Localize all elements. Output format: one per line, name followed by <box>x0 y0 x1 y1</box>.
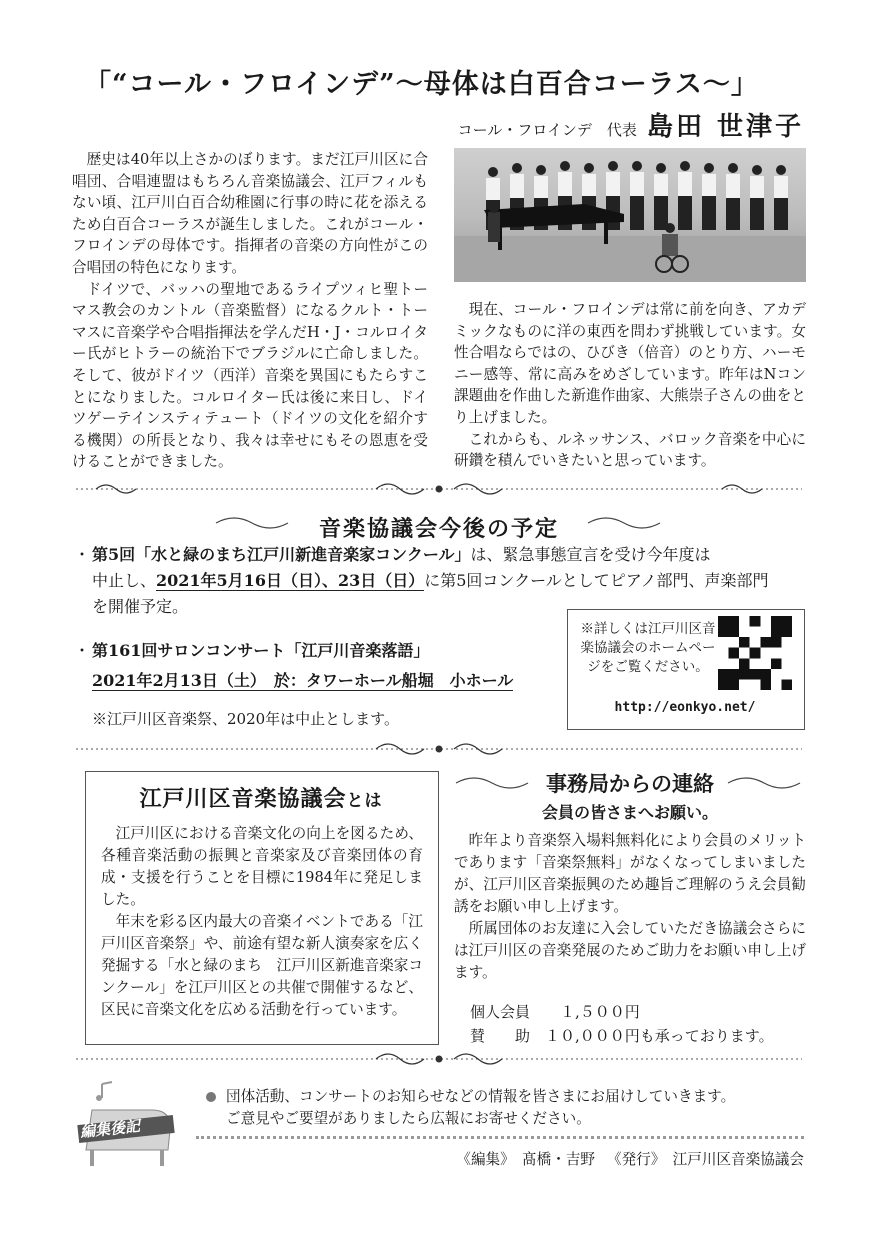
colophon <box>444 1148 804 1169</box>
contest-dates: 2021年5月16日（日）、23日（日） <box>156 571 425 590</box>
ornament-divider <box>76 1050 802 1068</box>
about-paragraph: 年末を彩る区内最大の音楽イベントである「江戸川区音楽祭」や、前途有望な新人演奏家を広く発掘する「水と緑のまち 江戸川区新進音楽家コンクール」を江戸川区との共催で開催するなど、区民に音楽文化を広める活動を行っています。 <box>101 913 423 1018</box>
about-paragraph: 江戸川区における音楽文化の向上を図るため、各種音楽活動の振興と音楽家及び音楽団体の育成・支援を行うことを目標に1984年に発足しました。 <box>101 825 423 908</box>
ornament-divider <box>76 740 802 758</box>
colophon-edit: 《編集》 髙橋・吉野 <box>456 1151 595 1168</box>
editor-note <box>206 1086 735 1130</box>
bullet-icon <box>206 1092 216 1102</box>
qr-code-icon[interactable] <box>718 616 792 690</box>
office-body <box>454 830 806 1048</box>
fee-support: 賛 助 １０,０００円も承っております。 <box>470 1027 774 1045</box>
article-paragraph: ドイツで、バッハの聖地であるライプツィヒ聖トーマス教会のカントル（音楽監督）になるクルト・トーマスに音楽学や合唱指揮法を学んだH・J・コルロイター氏がヒトラーの統治下でブラジルに亡命しました。そして、彼がドイツ（西洋）音楽を異国にもたらすことになりました。コルロイター氏は後に来日し、ドイツゲーテインスティテュート（ドイツの文化を紹介する機関）の所長となり、我々は幸せにもその恩恵を受けることができました。 <box>72 280 428 471</box>
contest-name: 第5回「水と緑のまち江戸川新進音楽家コンクール」 <box>92 545 471 564</box>
article-right-column <box>454 299 806 472</box>
article-paragraph: これからも、ルネッサンス、バロック音楽を中心に研鑽を積んでいきたいと思っています。 <box>454 430 806 470</box>
bullet: ・ <box>74 545 91 564</box>
byline-name: 島田 世津子 <box>646 112 804 142</box>
website-text: ※詳しくは江戸川区音楽協議会のホームページをご覧ください。 <box>580 621 716 675</box>
article-paragraph: 現在、コール・フロインデは常に前を向き、アカデミックなものに洋の東西を問わず挑戦しています。女性合唱ならではの、ひびき（倍音）のとり方、ハーモニー感等、常に高みをめざしています。昨年はNコン課題曲を作曲した新進作曲家、大熊崇子さんの曲をとり上げました。 <box>454 301 806 426</box>
editor-label: 編集後記 <box>79 1116 141 1142</box>
contest-status: は、緊急事態宣言を受け今年度は <box>470 545 711 564</box>
office-paragraph: 所属団体のお友達に入会していただき協議会さらには江戸川区の音楽発展のためご助力をお願い申し上げます。 <box>454 920 806 981</box>
byline-org: コール・フロインデ 代表 <box>457 121 637 139</box>
about-title-main: 江戸川区音楽協議会 <box>139 786 347 812</box>
schedule-item-salon <box>74 638 554 694</box>
article-title: 「“コール・フロインデ”～母体は白百合コーラス～」 <box>84 69 759 100</box>
ornament-divider <box>76 480 802 498</box>
about-title-suffix: とは <box>346 791 383 811</box>
article-left-column <box>72 149 428 473</box>
festival-note: ※江戸川区音楽祭、2020年は中止とします。 <box>92 710 399 728</box>
office-subtitle: 会員の皆さまへお願い。 <box>541 803 718 822</box>
byline <box>458 106 804 143</box>
website-url[interactable]: http://eonkyo.net/ <box>614 700 756 715</box>
article-paragraph: 歴史は40年以上さかのぼります。まだ江戸川区に合唱団、合唱連盟はもちろん音楽協議会、江戸フィルもない頃、江戸川白百合幼稚園に行事の時に花を添えるため白百合コーラスが誕生しました。これがコール・フロインデの母体です。指揮者の音楽の方向性がこの合唱団の特色になります。 <box>72 151 428 276</box>
office-paragraph: 昨年より音楽祭入場料無料化により会員のメリットであります「音楽祭無料」がなくなってしまいましたが、江戸川区音楽振興のため趣旨ご理解のうえ会員勧誘をお願い申し上げます。 <box>454 832 806 915</box>
contest-cancel: 中止し、 <box>92 571 157 590</box>
schedule-title: 音楽協議会今後の予定 <box>318 516 559 542</box>
editor-line: ご意見やご要望がありましたら広報にお寄せください。 <box>226 1110 591 1127</box>
contest-divisions: に第5回コンクールとしてピアノ部門、声楽部門 <box>424 571 769 590</box>
colophon-publish: 《発行》 江戸川区音楽協議会 <box>606 1151 804 1168</box>
bullet: ・ <box>74 641 91 660</box>
choir-photo <box>454 148 806 282</box>
salon-date-venue: 2021年2月13日（土） 於：タワーホール船堀 小ホール <box>92 671 514 690</box>
fee-individual: 個人会員 １,５００円 <box>470 1003 640 1021</box>
editor-line: 団体活動、コンサートのお知らせなどの情報を皆さまにお届けしていきます。 <box>226 1088 736 1105</box>
office-title: 事務局からの連絡 <box>546 771 714 796</box>
about-title <box>85 782 437 813</box>
dotted-rule <box>196 1136 804 1139</box>
salon-name: 第161回サロンコンサート「江戸川音楽落語」 <box>92 641 430 660</box>
contest-plan: を開催予定。 <box>92 597 189 616</box>
about-body <box>101 823 423 1021</box>
